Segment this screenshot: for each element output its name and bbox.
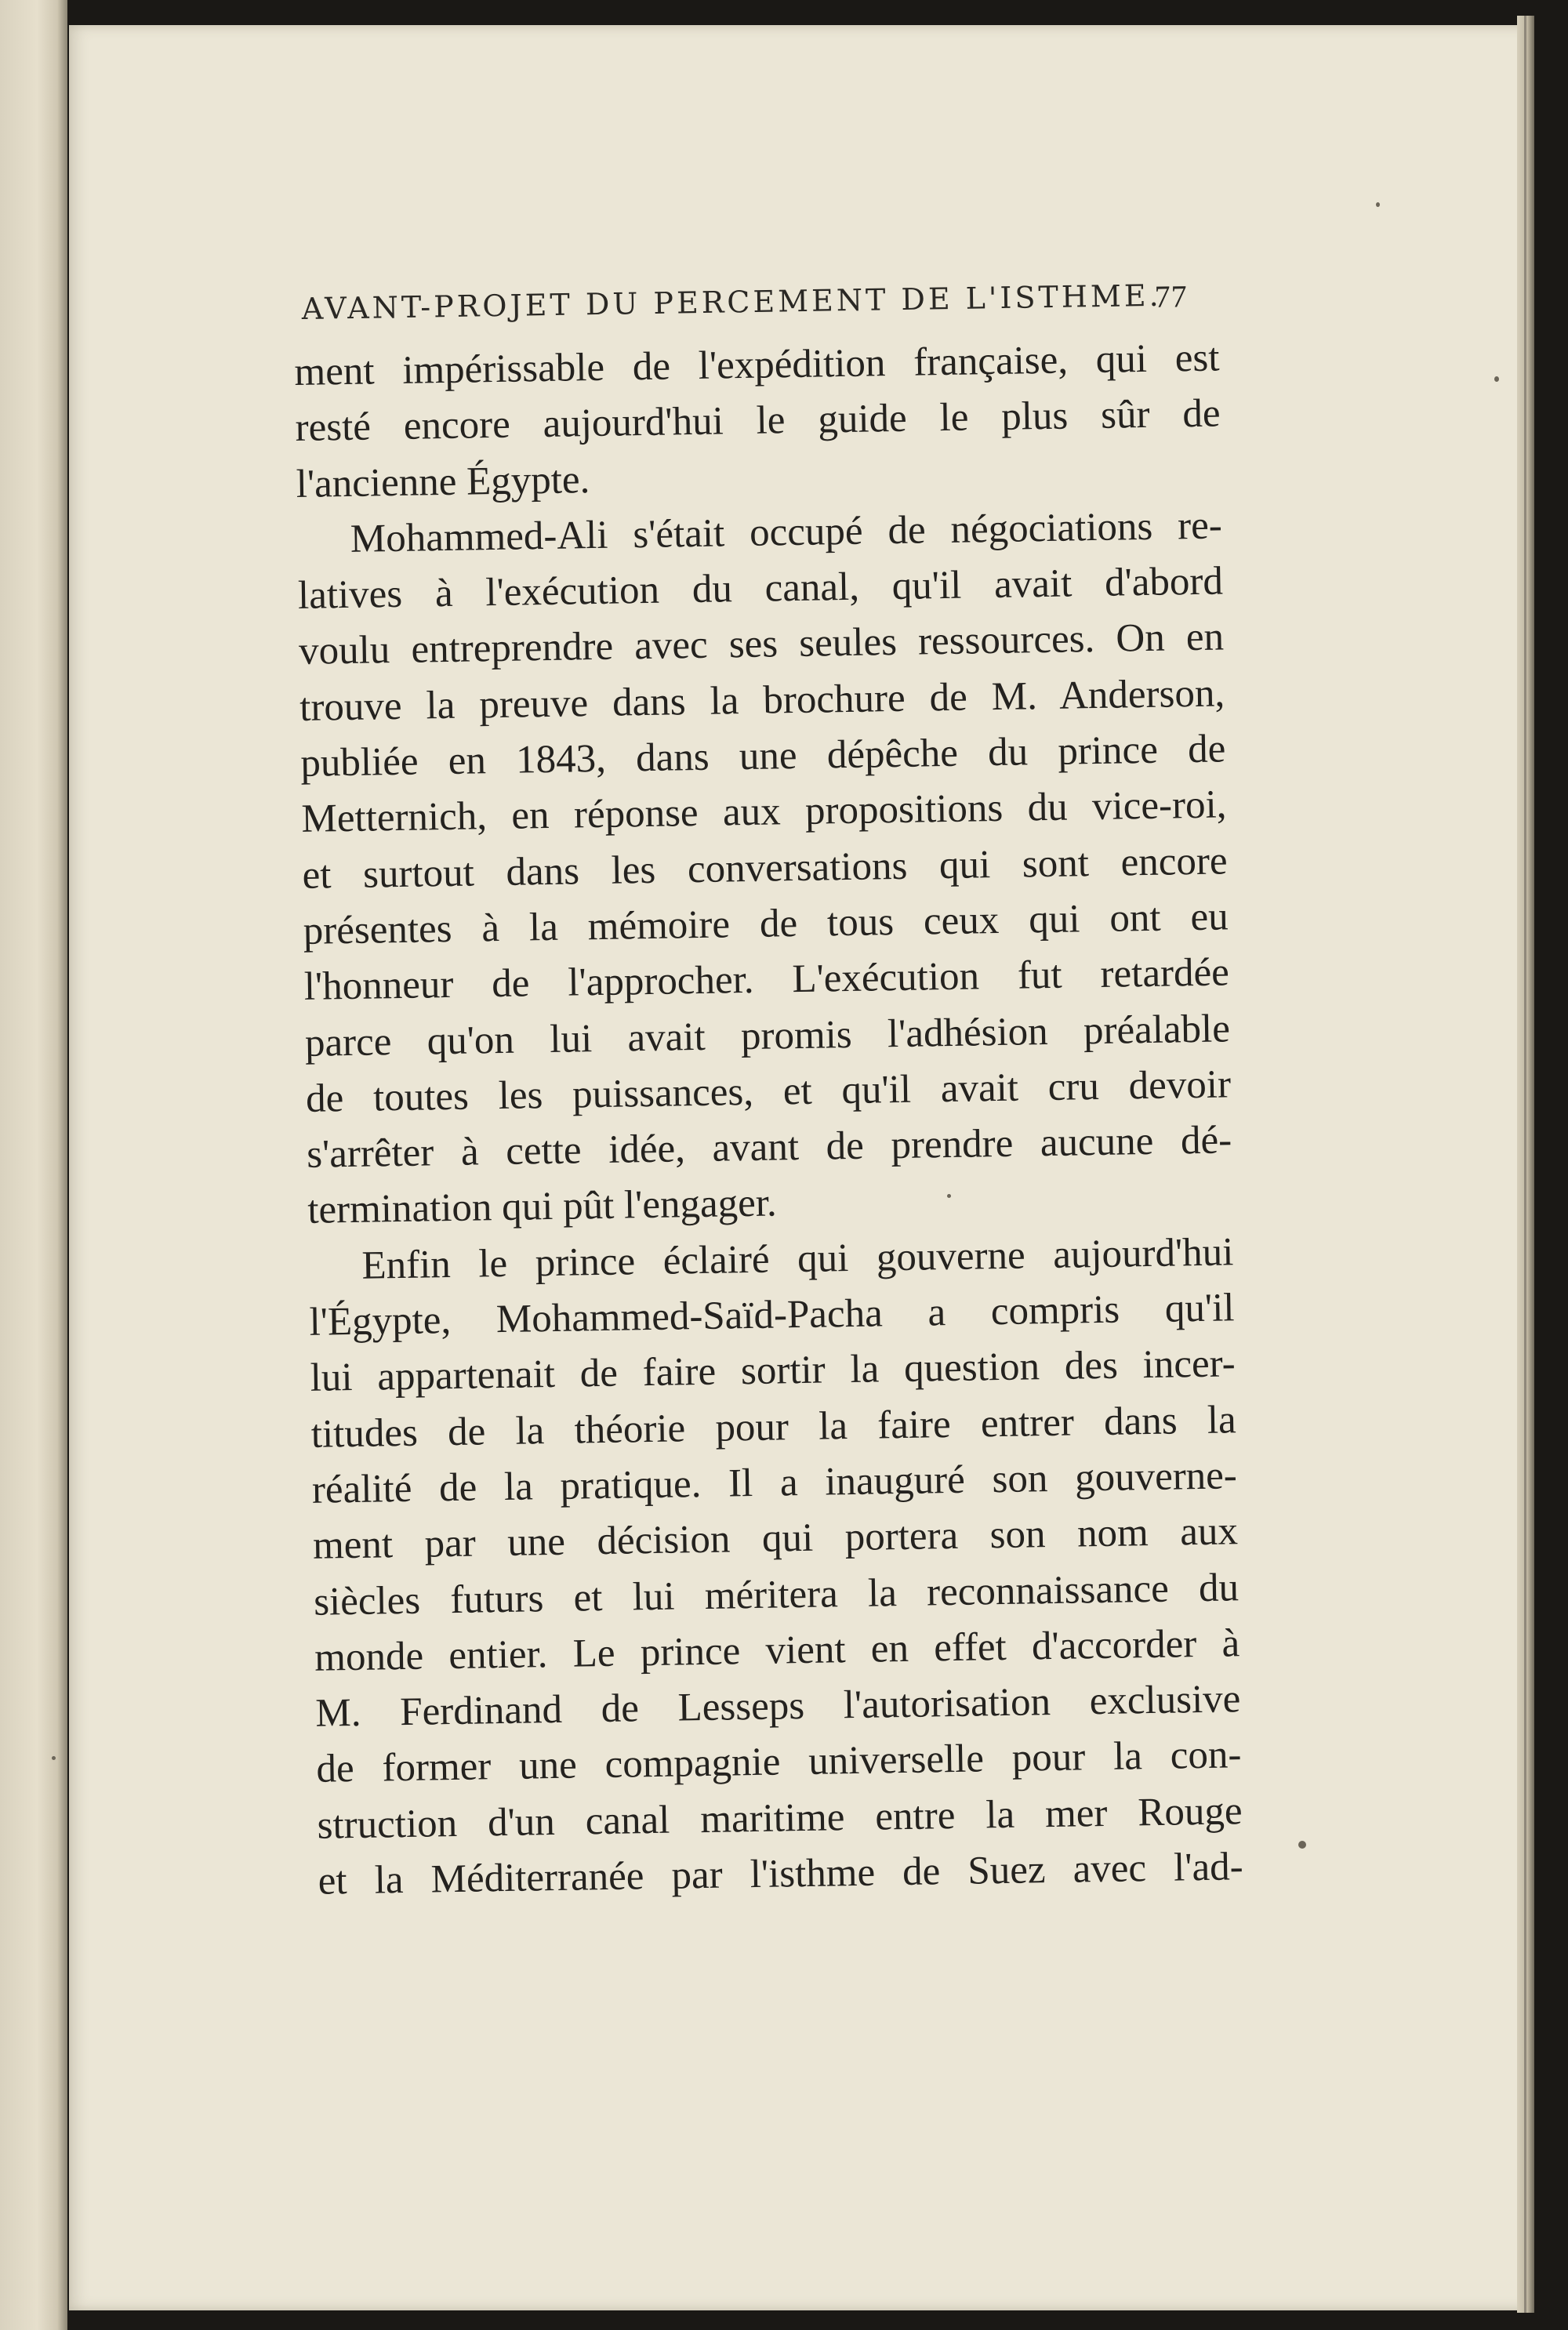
running-head-title: AVANT-PROJET DU PERCEMENT DE L'ISTHME. bbox=[301, 278, 1162, 326]
text-line: de former une compagnie universelle pour la con- bbox=[316, 1733, 1242, 1792]
text-line: Mohammed-Ali s'était occupé de négociations re- bbox=[350, 503, 1223, 561]
text-line: lui appartenait de faire sortir la question des incer- bbox=[310, 1341, 1236, 1401]
text-line: latives à l'exécution du canal, qu'il avait d'abord bbox=[297, 559, 1224, 619]
text-line: et la Méditerranée par l'isthme de Suez avec l'ad- bbox=[318, 1845, 1244, 1904]
paper-speck bbox=[1494, 376, 1499, 382]
page-edge-line bbox=[1524, 16, 1526, 2313]
text-line: ment par une décision qui portera son nom aux bbox=[312, 1509, 1239, 1569]
text-line: s'arrêter à cette idée, avant de prendre aucune dé- bbox=[306, 1118, 1232, 1178]
text-line: monde entier. Le prince vient en effet d'accorder à bbox=[314, 1621, 1240, 1680]
text-line: trouve la preuve dans la brochure de M. Anderson, bbox=[299, 671, 1225, 730]
text-line: struction d'un canal maritime entre la mer Rouge bbox=[317, 1788, 1243, 1848]
text-line: titudes de la théorie pour la faire entrer dans la bbox=[310, 1397, 1237, 1457]
text-line: présentes à la mémoire de tous ceux qui ont eu bbox=[303, 895, 1229, 953]
paper-speck bbox=[52, 1756, 56, 1760]
text-line: voulu entreprendre avec ses seules ressources. On en bbox=[298, 615, 1225, 674]
text-line: publiée en 1843, dans une dépêche du prince de bbox=[299, 727, 1226, 786]
page-number: 77 bbox=[1154, 278, 1189, 314]
paper-speck bbox=[1298, 1841, 1306, 1849]
text-line: de toutes les puissances, et qu'il avait cru devoir bbox=[305, 1062, 1232, 1121]
text-line: réalité de la pratique. Il a inauguré son gouverne- bbox=[311, 1454, 1238, 1512]
text-line: Enfin le prince éclairé qui gouverne aujourd'hui bbox=[361, 1230, 1234, 1288]
text-line: Metternich, en réponse aux propositions du vice-roi, bbox=[301, 782, 1227, 842]
text-line: et surtout dans les conversations qui sont encore bbox=[302, 839, 1228, 898]
text-line: termination qui pût l'engager. bbox=[307, 1181, 778, 1233]
text-line: l'ancienne Égypte. bbox=[296, 457, 590, 506]
body-text bbox=[294, 330, 1243, 1910]
text-line: M. Ferdinand de Lesseps l'autorisation exclusive bbox=[314, 1677, 1241, 1736]
text-line: l'Égypte, Mohammed-Saïd-Pacha a compris qu'il bbox=[309, 1286, 1235, 1345]
text-line: resté encore aujourd'hui le guide le plus sûr de bbox=[295, 391, 1221, 451]
previous-page-edge bbox=[0, 0, 67, 2330]
text-line: parce qu'on lui avait promis l'adhésion préalable bbox=[304, 1006, 1231, 1065]
text-line: ment impérissable de l'expédition française, qui est bbox=[294, 336, 1220, 394]
text-line: siècles futurs et lui méritera la reconnaissance du bbox=[313, 1565, 1240, 1624]
paper-speck bbox=[1376, 202, 1380, 207]
text-line: l'honneur de l'approcher. L'exécution fut retardée bbox=[303, 950, 1230, 1010]
